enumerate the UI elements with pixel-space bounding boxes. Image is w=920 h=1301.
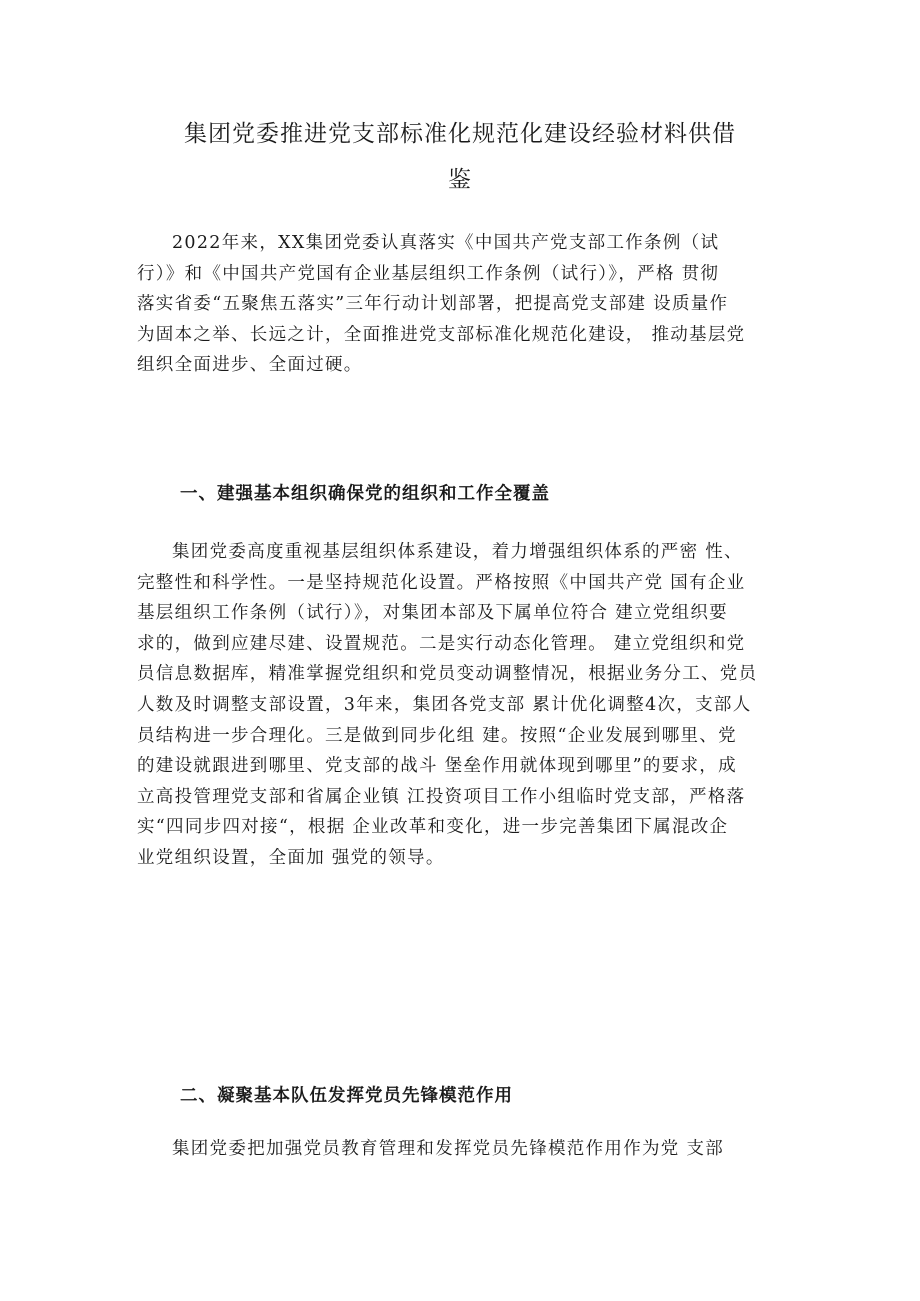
section-heading-1: 一、建强基本组织确保党的组织和工作全覆盖 <box>180 484 550 504</box>
paragraph-line: 集团党委把加强党员教育管理和发挥党员先锋模范作用作为党 支部 <box>172 1139 725 1159</box>
paragraph-line: 求的，做到应建尽建、设置规范。二是实行动态化管理。 建立党组织和党 <box>137 633 746 654</box>
paragraph-line: 2022年来，XX集团党委认真落实《中国共产党支部工作条例（试 <box>172 233 720 253</box>
paragraph-line: 基层组织工作条例（试行）》，对集团本部及下属单位符合 建立党组织要 <box>137 603 728 624</box>
paragraph-line: 完整性和科学性。一是坚持规范化设置。严格按照《中国共产党 国有企业 <box>137 572 746 593</box>
paragraph-line: 为固本之举、长远之计，全面推进党支部标准化规范化建设， 推动基层党 <box>137 324 746 345</box>
paragraph-line: 行）》和《中国共产党国有企业基层组织工作条例（试行）》，严格 贯彻 <box>137 263 720 284</box>
paragraph-line: 立高投管理党支部和省属企业镇 江投资项目工作小组临时党支部，严格落 <box>137 786 746 807</box>
paragraph-line: 集团党委高度重视基层组织体系建设，着力增强组织体系的严密 性、 <box>172 542 743 562</box>
paragraph-line: 实“四同步四对接“，根据 企业改革和变化，进一步完善集团下属混改企 <box>137 817 729 838</box>
section-1-paragraph <box>137 537 789 874</box>
section-2-paragraph <box>137 1134 789 1165</box>
document-title-line-1: 集团党委推进党支部标准化规范化建设经验材料供借 <box>184 121 736 147</box>
section-heading-2: 二、凝聚基本队伍发挥党员先锋模范作用 <box>180 1086 513 1106</box>
paragraph-line: 业党组织设置，全面加 强党的领导。 <box>137 847 445 868</box>
document-title-line-2: 鉴 <box>448 167 472 193</box>
paragraph-line: 组织全面进步、全面过硬。 <box>137 355 363 376</box>
paragraph-line: 的建设就跟进到哪里、党支部的战斗 堡垒作用就体现到哪里”的要求，成 <box>137 756 737 777</box>
paragraph-line: 人数及时调整支部设置，3年来，集团各党支部 累计优化调整4次，支部人 <box>137 694 752 715</box>
paragraph-line: 落实省委“五聚焦五落实”三年行动计划部署，把提高党支部建 设质量作 <box>137 294 729 315</box>
paragraph-line: 员结构进一步合理化。三是做到同步化组 建。按照“企业发展到哪里、党 <box>137 725 737 746</box>
intro-paragraph <box>137 228 789 381</box>
paragraph-line: 员信息数据库，精准掌握党组织和党员变动调整情况，根据业务分工、党员 <box>137 664 758 685</box>
